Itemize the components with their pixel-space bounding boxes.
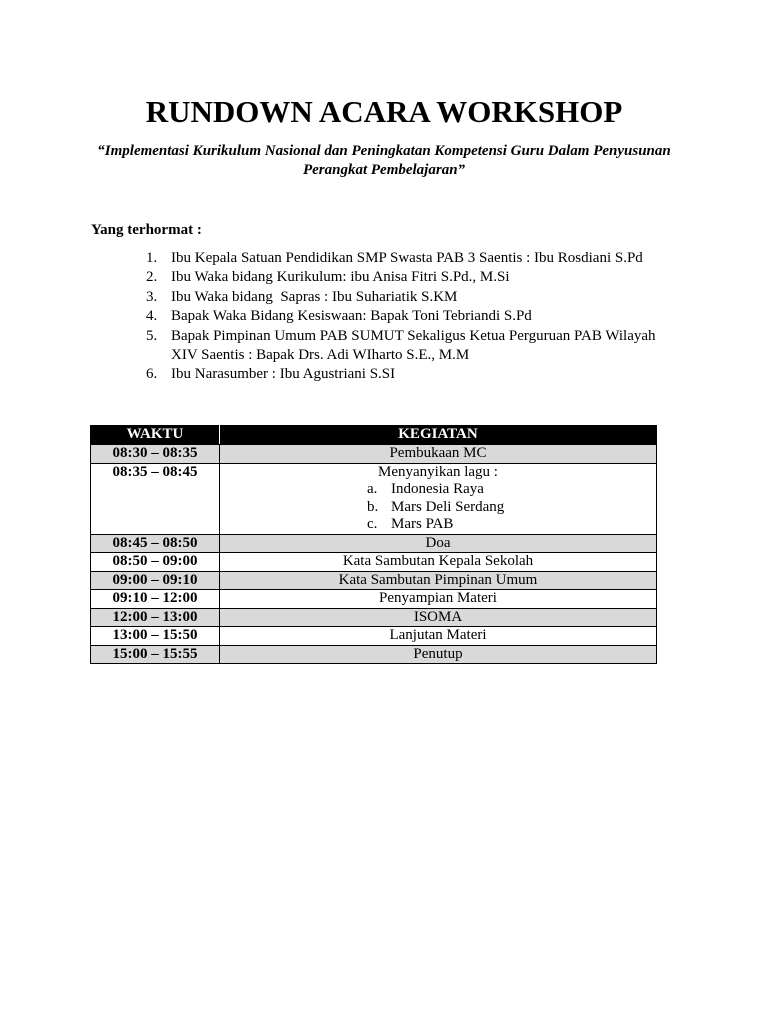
- schedule-row: [91, 553, 657, 572]
- guest-number: 2.: [146, 269, 158, 286]
- schedule-row: [91, 463, 657, 534]
- schedule-row: [91, 590, 657, 609]
- guest-item: [146, 327, 676, 366]
- row-activity: Penyampian Materi: [220, 590, 657, 609]
- schedule-row: [91, 534, 657, 553]
- song-title: Indonesia Raya: [391, 481, 484, 497]
- row-time: 08:35 – 08:45: [91, 463, 220, 534]
- header-time: WAKTU: [91, 426, 220, 445]
- row-time: 08:50 – 09:00: [91, 553, 220, 572]
- greeting-heading: Yang terhormat :: [91, 222, 202, 238]
- guest-item: [146, 288, 676, 307]
- schedule-header-row: [91, 426, 657, 445]
- row-activity: Lanjutan Materi: [220, 627, 657, 646]
- row-activity: Doa: [220, 534, 657, 553]
- guest-text: Bapak Pimpinan Umum PAB SUMUT Sekaligus Ketua Perguruan PAB Wilayah XIV Saentis : Bapak Drs. Adi WIharto S.E., M.M: [171, 327, 656, 364]
- row-activity: Kata Sambutan Pimpinan Umum: [220, 571, 657, 590]
- guest-number: 1.: [146, 250, 158, 266]
- song-title: Mars PAB: [391, 516, 454, 532]
- row-time: 09:10 – 12:00: [91, 590, 220, 609]
- schedule-row: [91, 445, 657, 464]
- guest-item: [146, 268, 676, 287]
- guest-number: 3.: [146, 288, 158, 305]
- row-time: 08:45 – 08:50: [91, 534, 220, 553]
- song-item: [220, 516, 656, 534]
- guest-text: Ibu Waka bidang Kurikulum: ibu Anisa Fitri S.Pd., M.Si: [171, 269, 510, 286]
- guest-text: Ibu Waka bidang Sapras : Ibu Suhariatik S.KM: [171, 288, 458, 305]
- row-activity: Penutup: [220, 645, 657, 664]
- guest-item: [146, 249, 676, 268]
- song-list: [220, 481, 656, 534]
- song-letter: b.: [367, 498, 379, 515]
- activity-text: Menyanyikan lagu :: [378, 463, 498, 480]
- guest-item: [146, 307, 676, 326]
- guest-list: [146, 249, 676, 385]
- row-time: 15:00 – 15:55: [91, 645, 220, 664]
- song-item: [220, 481, 656, 499]
- guest-text: Bapak Waka Bidang Kesiswaan: Bapak Toni Tebriandi S.Pd: [171, 308, 532, 325]
- song-letter: c.: [367, 516, 378, 532]
- guest-text: Ibu Narasumber : Ibu Agustriani S.SI: [171, 366, 396, 383]
- row-time: 12:00 – 13:00: [91, 608, 220, 627]
- guest-number: 4.: [146, 308, 158, 325]
- page-title: RUNDOWN ACARA WORKSHOP: [145, 94, 623, 129]
- guest-number: 6.: [146, 366, 158, 383]
- guest-item: [146, 365, 676, 384]
- row-activity: Pembukaan MC: [220, 445, 657, 464]
- schedule-row: [91, 645, 657, 664]
- schedule-table: [90, 425, 657, 664]
- guest-number: 5.: [146, 327, 158, 344]
- song-title: Mars Deli Serdang: [391, 498, 505, 515]
- guest-text: Ibu Kepala Satuan Pendidikan SMP Swasta PAB 3 Saentis : Ibu Rosdiani S.Pd: [171, 250, 643, 266]
- row-time: 13:00 – 15:50: [91, 627, 220, 646]
- schedule-row: [91, 608, 657, 627]
- row-activity: Kata Sambutan Kepala Sekolah: [220, 553, 657, 572]
- song-letter: a.: [367, 481, 378, 497]
- header-activity: KEGIATAN: [220, 426, 657, 445]
- schedule-row: [91, 627, 657, 646]
- row-activity: [220, 463, 657, 534]
- row-activity: ISOMA: [220, 608, 657, 627]
- workshop-subtitle: “Implementasi Kurikulum Nasional dan Peningkatan Kompetensi Guru Dalam Penyusunan Perangkat Pembelajaran”: [97, 143, 671, 178]
- row-time: 08:30 – 08:35: [91, 445, 220, 464]
- row-time: 09:00 – 09:10: [91, 571, 220, 590]
- song-item: [220, 499, 656, 517]
- schedule-row: [91, 571, 657, 590]
